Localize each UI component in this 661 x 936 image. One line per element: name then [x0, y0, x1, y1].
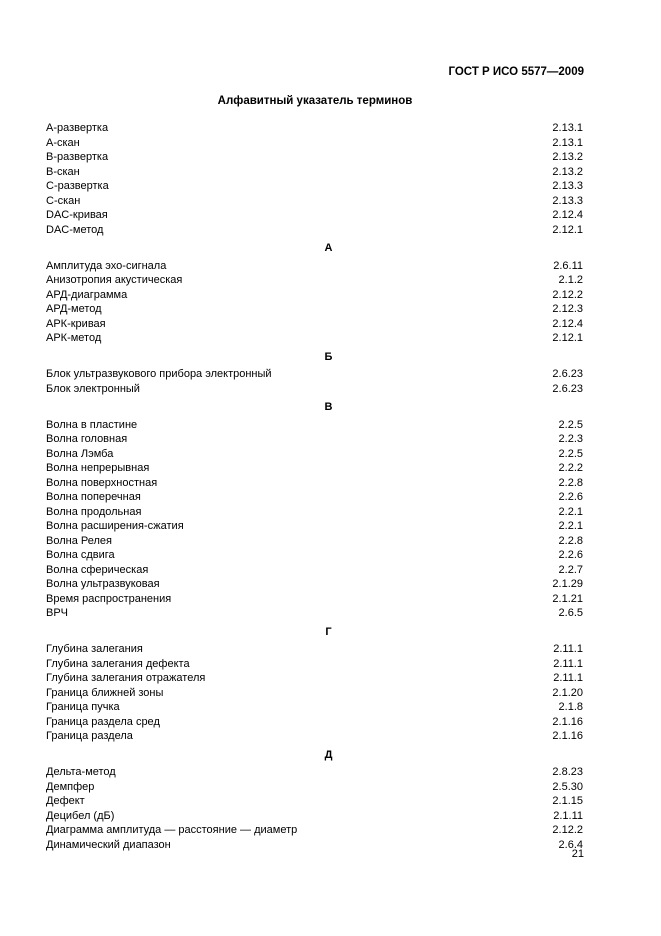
- entry-ref: 2.12.1: [552, 223, 583, 236]
- index-section: [46, 350, 583, 397]
- entry-ref: 2.6.11: [553, 259, 583, 272]
- section-letter: Д: [324, 748, 333, 761]
- index-entry: [46, 548, 583, 563]
- entry-ref: 2.12.3: [552, 303, 583, 315]
- entry-ref: 2.12.2: [552, 824, 583, 836]
- index-entry: [46, 642, 583, 657]
- entry-term: Граница раздела: [46, 730, 133, 742]
- index-entry: [46, 519, 583, 534]
- entry-term: Диаграмма амплитуда — расстояние — диаметр: [46, 824, 298, 836]
- index-entry: [46, 447, 583, 462]
- entry-term: В-развертка: [46, 151, 109, 163]
- entry-term: Блок электронный: [46, 382, 140, 395]
- index-entry: [46, 273, 583, 288]
- entry-ref: 2.2.5: [558, 447, 583, 460]
- entry-term: Волна Релея: [46, 534, 112, 547]
- entry-ref: 2.11.1: [553, 657, 583, 670]
- entry-term: Дефект: [46, 795, 85, 807]
- index-entry: [46, 505, 583, 520]
- index-entry: [46, 223, 583, 238]
- entry-term: Граница раздела сред: [46, 715, 160, 728]
- entry-ref: 2.2.7: [558, 563, 583, 576]
- entry-term: Глубина залегания дефекта: [46, 657, 190, 670]
- index-entry: [46, 331, 583, 346]
- section-letter: Б: [324, 350, 333, 363]
- entry-term: Волна головная: [46, 433, 128, 445]
- entry-term: Волна продольная: [46, 505, 142, 518]
- entry-ref: 2.6.4: [558, 838, 583, 851]
- index-entry: [46, 432, 583, 447]
- entry-term: Демпфер: [46, 780, 95, 793]
- entry-term: Граница ближней зоны: [46, 686, 164, 699]
- index-entry: [46, 490, 583, 505]
- entry-term: ВРЧ: [46, 607, 69, 619]
- index-section: [46, 625, 583, 744]
- entry-ref: 2.1.21: [552, 592, 583, 605]
- entry-ref: 2.12.1: [552, 332, 583, 344]
- entry-ref: 2.1.16: [552, 730, 583, 742]
- entry-term: Динамический диапазон: [46, 838, 171, 851]
- entry-term: Время распространения: [46, 592, 172, 605]
- entry-term: Блок ультразвукового прибора электронный: [46, 368, 272, 380]
- index-entry: [46, 121, 583, 136]
- index-entry: [46, 700, 583, 715]
- entry-term: АРД-диаграмма: [46, 288, 128, 301]
- entry-term: С-скан: [46, 194, 81, 207]
- page-number: 21: [571, 848, 584, 860]
- index-entry: [46, 577, 583, 592]
- index-entry: [46, 461, 583, 476]
- entry-term: Децибел (дБ): [46, 809, 115, 822]
- entry-term: Анизотропия акустическая: [46, 274, 183, 286]
- index-entry: [46, 288, 583, 303]
- entry-ref: 2.6.23: [552, 368, 583, 380]
- entry-ref: 2.2.1: [558, 520, 583, 532]
- entry-ref: 2.13.2: [552, 151, 583, 163]
- entry-term: Дельта-метод: [46, 766, 116, 778]
- index-entry: [46, 592, 583, 607]
- entry-ref: 2.13.2: [552, 165, 583, 178]
- index-section: [46, 121, 583, 237]
- index-entry: [46, 563, 583, 578]
- index-section: [46, 748, 583, 853]
- entry-term: Граница пучка: [46, 701, 120, 713]
- entry-ref: 2.1.8: [558, 701, 583, 713]
- entry-term: АРК-кривая: [46, 317, 106, 330]
- index-entry: [46, 671, 583, 686]
- entry-ref: 2.13.3: [552, 180, 583, 192]
- entry-term: Волна сферическая: [46, 563, 149, 576]
- entry-ref: 2.11.1: [553, 643, 583, 655]
- entry-ref: 2.2.3: [558, 433, 583, 445]
- index-entry: [46, 136, 583, 151]
- entry-term: Амплитуда эхо-сигнала: [46, 259, 167, 272]
- entry-ref: 2.13.1: [552, 122, 583, 134]
- section-letter: А: [324, 242, 333, 254]
- entry-term: АРД-метод: [46, 303, 102, 315]
- entry-ref: 2.12.2: [552, 288, 583, 301]
- index-entry: [46, 729, 583, 744]
- entry-term: А-развертка: [46, 122, 109, 134]
- entry-term: Волна в пластине: [46, 418, 138, 431]
- entry-ref: 2.6.23: [552, 382, 583, 395]
- index-entry: [46, 657, 583, 672]
- section-letter: В: [324, 401, 333, 413]
- index-entry: [46, 179, 583, 194]
- index-section: [46, 241, 583, 346]
- entry-term: Глубина залегания отражателя: [46, 672, 206, 684]
- index-title: Алфавитный указатель терминов: [217, 95, 413, 107]
- index-entry: [46, 382, 583, 397]
- entry-ref: 2.12.4: [552, 317, 583, 330]
- entry-ref: 2.2.8: [558, 476, 583, 489]
- index-entry: [46, 809, 583, 824]
- entry-ref: 2.2.2: [558, 462, 583, 474]
- index-entry: [46, 194, 583, 209]
- entry-ref: 2.1.20: [552, 686, 583, 699]
- entry-ref: 2.1.16: [552, 715, 583, 728]
- entry-term: В-скан: [46, 165, 80, 178]
- entry-term: Волна поперечная: [46, 491, 141, 503]
- entry-term: Волна непрерывная: [46, 462, 150, 474]
- index-entry: [46, 686, 583, 701]
- index-entry: [46, 794, 583, 809]
- index-entry: [46, 476, 583, 491]
- section-letter: Г: [325, 625, 332, 638]
- entry-term: Волна ультразвуковая: [46, 578, 160, 590]
- index-entry: [46, 150, 583, 165]
- entry-ref: 2.2.8: [558, 534, 583, 547]
- entry-ref: 2.5.30: [552, 780, 583, 793]
- entry-ref: 2.6.5: [558, 607, 583, 619]
- index-entry: [46, 418, 583, 433]
- entry-term: DAC-метод: [46, 223, 104, 236]
- entry-term: С-развертка: [46, 180, 109, 192]
- alphabetical-index: [46, 121, 583, 856]
- entry-ref: 2.1.15: [552, 795, 583, 807]
- entry-ref: 2.2.6: [558, 549, 583, 561]
- entry-term: Волна поверхностная: [46, 476, 158, 489]
- entry-ref: 2.11.1: [553, 672, 583, 684]
- index-entry: [46, 367, 583, 382]
- entry-term: Волна сдвига: [46, 549, 115, 561]
- index-entry: [46, 165, 583, 180]
- index-entry: [46, 780, 583, 795]
- entry-ref: 2.1.11: [553, 809, 583, 822]
- entry-term: Глубина залегания: [46, 643, 143, 655]
- entry-term: А-скан: [46, 136, 80, 149]
- index-entry: [46, 823, 583, 838]
- entry-ref: 2.1.2: [558, 274, 583, 286]
- entry-term: DAC-кривая: [46, 209, 108, 221]
- index-entry: [46, 838, 583, 853]
- index-section: [46, 400, 583, 621]
- index-entry: [46, 534, 583, 549]
- index-entry: [46, 259, 583, 274]
- entry-term: АРК-метод: [46, 332, 102, 344]
- index-entry: [46, 208, 583, 223]
- index-entry: [46, 765, 583, 780]
- entry-ref: 2.13.3: [552, 194, 583, 207]
- entry-term: Волна Лэмба: [46, 447, 114, 460]
- entry-ref: 2.8.23: [552, 766, 583, 778]
- entry-ref: 2.2.6: [558, 491, 583, 503]
- entry-ref: 2.1.29: [552, 578, 583, 590]
- index-entry: [46, 606, 583, 621]
- entry-ref: 2.2.1: [558, 505, 583, 518]
- entry-ref: 2.2.5: [558, 418, 583, 431]
- entry-term: Волна расширения-сжатия: [46, 520, 184, 532]
- index-entry: [46, 715, 583, 730]
- entry-ref: 2.13.1: [552, 136, 583, 149]
- index-entry: [46, 302, 583, 317]
- document-id: ГОСТ Р ИСО 5577—2009: [448, 66, 584, 78]
- index-entry: [46, 317, 583, 332]
- entry-ref: 2.12.4: [552, 209, 583, 221]
